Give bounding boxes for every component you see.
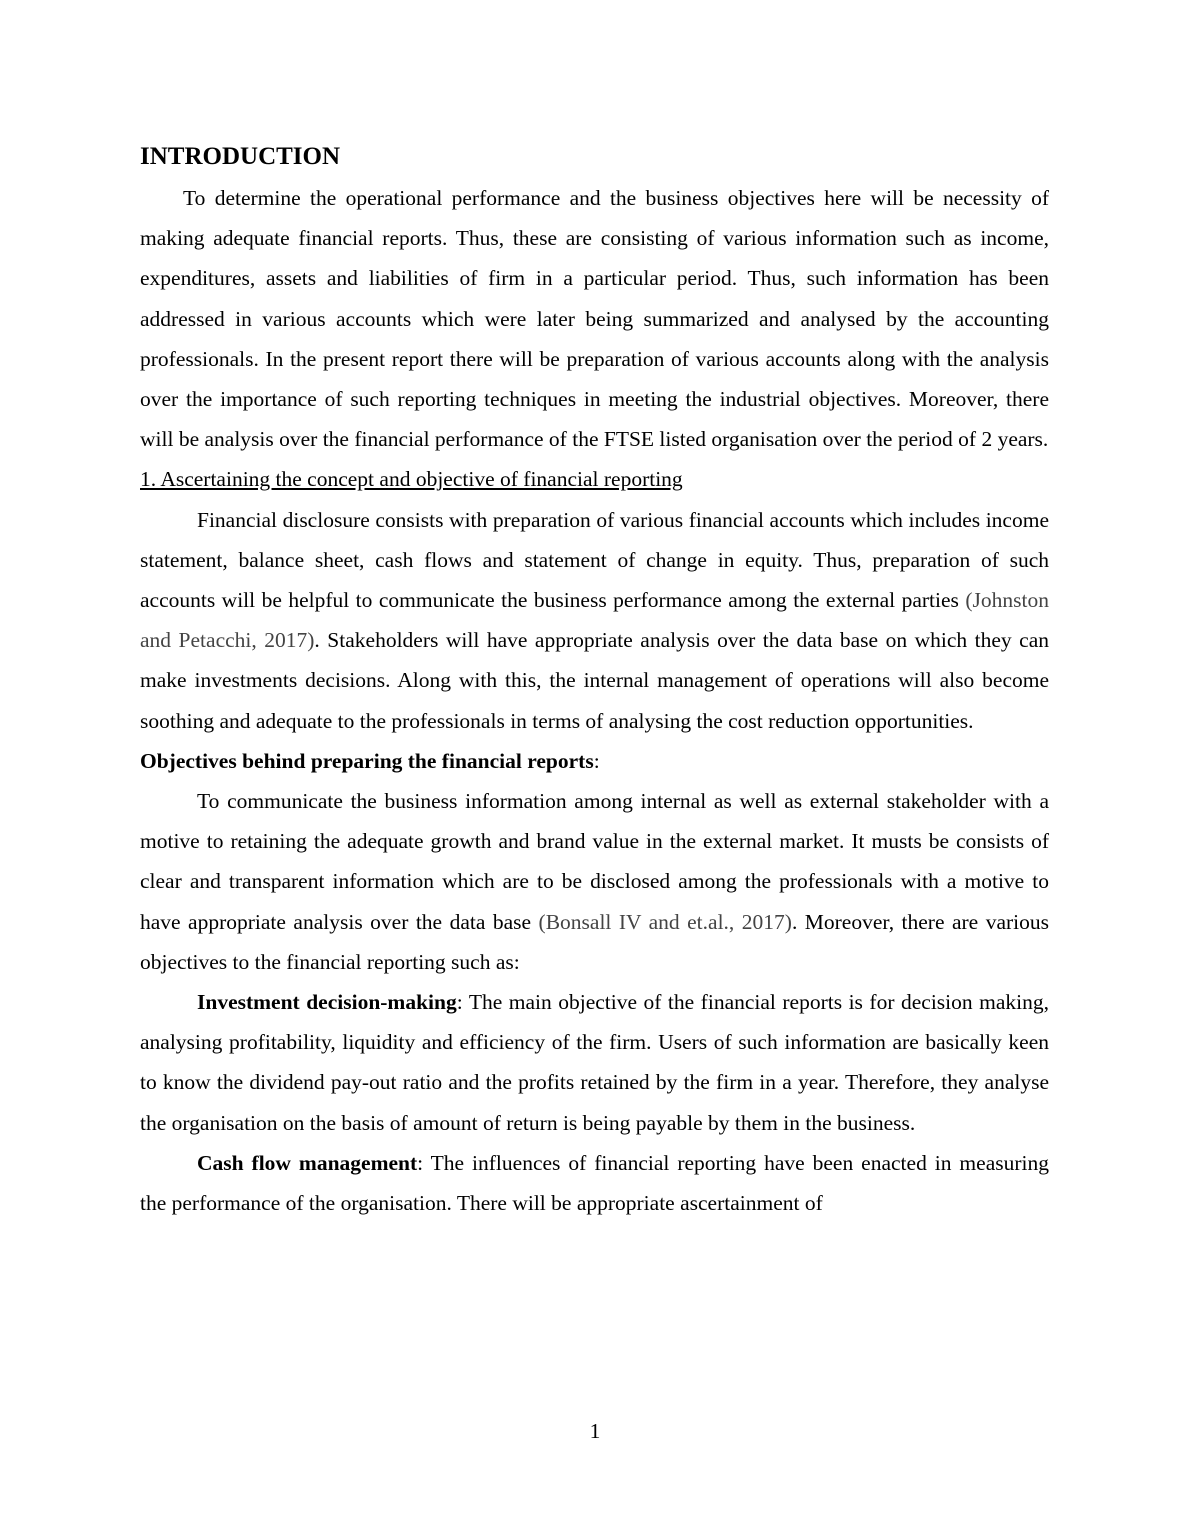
section-1-text-start: Financial disclosure consists with preparation of various financial accounts which includes income statement, balance sheet, cash flows and statement of change in equity. Thus, preparation of such accounts will be helpful to communicate the business performance among the external parties — [140, 507, 1049, 613]
objectives-paragraph — [140, 781, 1049, 982]
objectives-heading-suffix: : — [593, 748, 600, 773]
investment-text: : The main objective of the financial reports is for decision making, analysing profitability, liquidity and efficiency of the firm. Users of such information are basically keen to know the dividend pay-out ratio and the profits retained by the firm in a year. Therefore, they analyse the organisation on the basis of amount of return is being payable by them in the business. — [140, 990, 1049, 1135]
page-number: 1 — [589, 1419, 601, 1443]
objectives-heading-bold: Objectives behind preparing the financial reports — [140, 748, 594, 773]
cashflow-paragraph — [140, 1143, 1049, 1223]
cashflow-text: : The influences of financial reporting have been enacted in measuring the performance of the organisation. There will be appropriate ascertainment of — [140, 1150, 1049, 1216]
page-content — [140, 138, 1049, 1223]
intro-paragraph: To determine the operational performance and the business objectives here will be necessity of making adequate financial reports. Thus, these are consisting of various information such as income, expenditures, assets and liabilities of firm in a particular period. Thus, such information has been addressed in various accounts which were later being summarized and analysed by the accounting professionals. In the present report there will be preparation of various accounts along with the analysis over the importance of such reporting techniques in meeting the industrial objectives. Moreover, there will be analysis over the financial performance of the FTSE listed organisation over the period of 2 years. — [140, 186, 1049, 452]
section-1-text-end: . Stakeholders will have appropriate analysis over the data base on which they can make investments decisions. Along with this, the internal management of operations will also become soothing and adequate to the professionals in terms of analysing the cost reduction opportunities. — [140, 628, 1049, 733]
citation-bonsall: (Bonsall IV and et.al., 2017) — [538, 909, 792, 934]
objectives-text-start: To communicate the business information among internal as well as external stakeholder with a motive to retaining the adequate growth and brand value in the external market. It musts be consists of clear and transparent information which are to be disclosed among the professionals with a motive to have appropriate analysis over the data base — [140, 789, 1049, 934]
section-1-title: 1. Ascertaining the concept and objective of financial reporting — [140, 467, 683, 492]
investment-term: Investment decision-making — [197, 990, 457, 1015]
objectives-text-end: . Moreover, there are various objectives to the financial reporting such as: — [140, 909, 1049, 974]
investment-paragraph — [140, 982, 1049, 1143]
objectives-heading — [140, 741, 1049, 781]
citation-johnston-petacchi: (Johnston and Petacchi, 2017) — [140, 588, 1049, 653]
page-title: INTRODUCTION — [140, 143, 341, 170]
section-1-paragraph — [140, 500, 1049, 741]
cashflow-term: Cash flow management — [197, 1150, 418, 1175]
